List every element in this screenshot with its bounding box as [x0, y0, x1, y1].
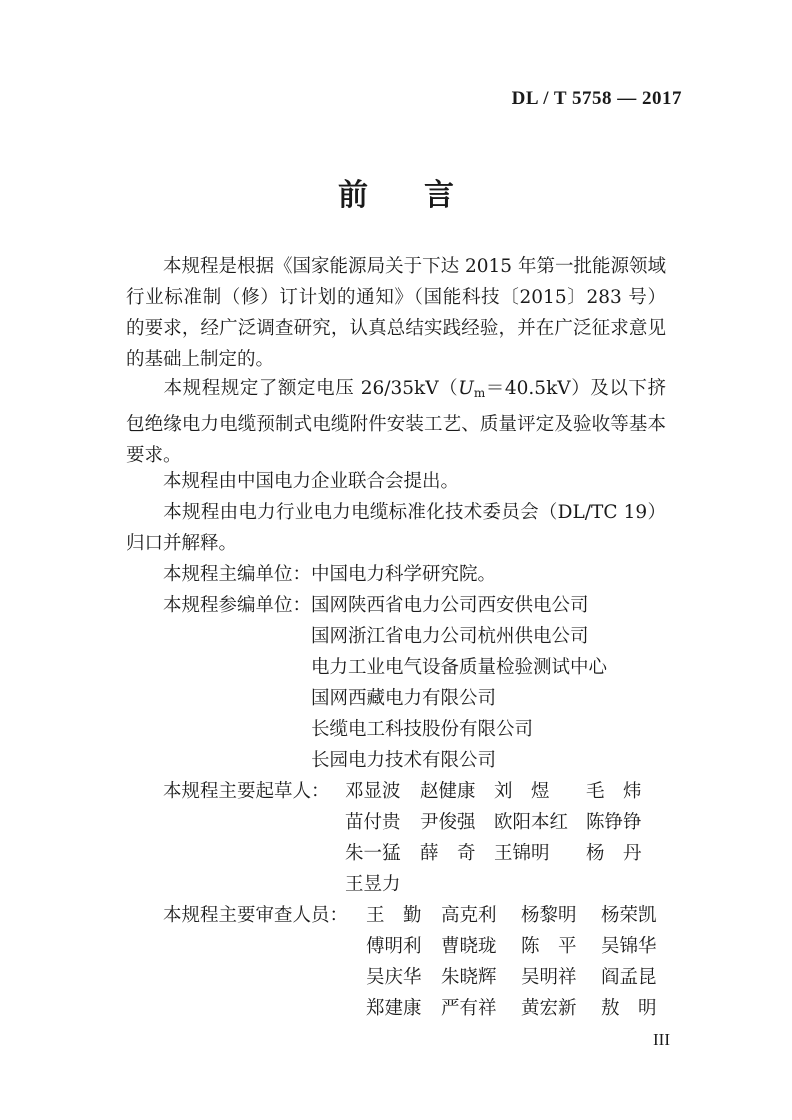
drafter-name: 苗付贵 — [345, 812, 401, 833]
paragraph-basis — [126, 251, 666, 375]
reviewer-name: 敖 明 — [601, 998, 657, 1019]
drafters-label: 本规程主要起草人： — [163, 781, 330, 802]
drafters-row — [345, 869, 401, 900]
reviewer-name: 陈 平 — [521, 936, 577, 957]
page-number: III — [653, 1030, 670, 1049]
participating-unit: 长园电力技术有限公司 — [311, 750, 497, 771]
participating-unit: 国网浙江省电力公司杭州供电公司 — [311, 626, 589, 647]
participating-unit: 长缆电工科技股份有限公司 — [311, 719, 534, 740]
chief-unit-row — [163, 559, 496, 590]
chief-unit-value: 中国电力科学研究院。 — [311, 564, 497, 585]
voltage-subscript: m — [473, 386, 486, 400]
drafter-name: 王锦明 — [494, 843, 550, 864]
reviewer-name: 吴锦华 — [601, 936, 657, 957]
drafters-row — [345, 776, 642, 807]
drafter-name: 王昱力 — [345, 874, 401, 895]
reviewers-row — [366, 993, 657, 1024]
standard-code: DL / T 5758 — 2017 — [511, 88, 682, 109]
drafter-name: 尹俊强 — [420, 812, 476, 833]
reviewers-row — [366, 931, 657, 962]
paragraph-proposer — [126, 466, 666, 497]
drafter-name: 欧阳本红 — [494, 812, 569, 833]
reviewer-name: 杨荣凯 — [601, 905, 657, 926]
drafter-name: 刘 煜 — [494, 781, 550, 802]
drafter-name: 薛 奇 — [420, 843, 476, 864]
paragraph-responsible-text: 本规程由电力行业电力电缆标准化技术委员会（DL/TC 19）归口并解释。 — [126, 502, 666, 554]
paragraph-scope — [126, 373, 666, 471]
chief-unit-label: 本规程主编单位： — [163, 564, 312, 585]
drafters-row — [345, 838, 642, 869]
page-title: 前言 — [338, 178, 510, 213]
reviewer-name: 高克利 — [441, 905, 497, 926]
reviewers-row — [366, 900, 657, 931]
reviewer-name: 朱晓辉 — [441, 967, 497, 988]
drafter-name: 杨 丹 — [586, 843, 642, 864]
reviewer-name: 曹晓珑 — [441, 936, 497, 957]
reviewer-name: 郑建康 — [366, 998, 422, 1019]
paragraph-scope-text-a: 本规程规定了额定电压 26/35kV（ — [163, 378, 459, 399]
reviewer-name: 吴庆华 — [366, 967, 422, 988]
reviewer-name: 吴明祥 — [521, 967, 577, 988]
voltage-symbol: U — [458, 378, 474, 399]
participating-unit: 电力工业电气设备质量检验测试中心 — [311, 657, 608, 678]
paragraph-responsible — [126, 497, 666, 559]
participating-unit: 国网陕西省电力公司西安供电公司 — [311, 595, 589, 616]
participating-unit: 国网西藏电力有限公司 — [311, 688, 497, 709]
drafters-row — [345, 807, 642, 838]
drafter-name: 毛 炜 — [586, 781, 642, 802]
reviewer-name: 阎孟昆 — [601, 967, 657, 988]
participating-units-label: 本规程参编单位： — [163, 595, 312, 616]
reviewers-row — [366, 962, 657, 993]
reviewer-name: 王 勤 — [366, 905, 422, 926]
reviewers-label: 本规程主要审查人员： — [163, 905, 349, 926]
drafter-name: 赵健康 — [420, 781, 476, 802]
paragraph-proposer-text: 本规程由中国电力企业联合会提出。 — [163, 471, 460, 492]
reviewer-name: 严有祥 — [441, 998, 497, 1019]
reviewer-name: 黄宏新 — [521, 998, 577, 1019]
paragraph-scope-text-b: ＝40.5kV）及以下挤包绝缘电力电缆预制式电缆附件安装工艺、质量评定及验收等基本要求。 — [126, 378, 666, 466]
reviewer-name: 傅明利 — [366, 936, 422, 957]
paragraph-basis-text: 本规程是根据《国家能源局关于下达 2015 年第一批能源领域行业标准制（修）订计划的通知》（国能科技〔2015〕283 号）的要求，经广泛调查研究，认真总结实践经验，并在广泛征求意见的基础上制定的。 — [126, 256, 666, 370]
reviewer-name: 杨黎明 — [521, 905, 577, 926]
drafter-name: 陈铮铮 — [586, 812, 642, 833]
drafter-name: 朱一猛 — [345, 843, 401, 864]
drafter-name: 邓显波 — [345, 781, 401, 802]
